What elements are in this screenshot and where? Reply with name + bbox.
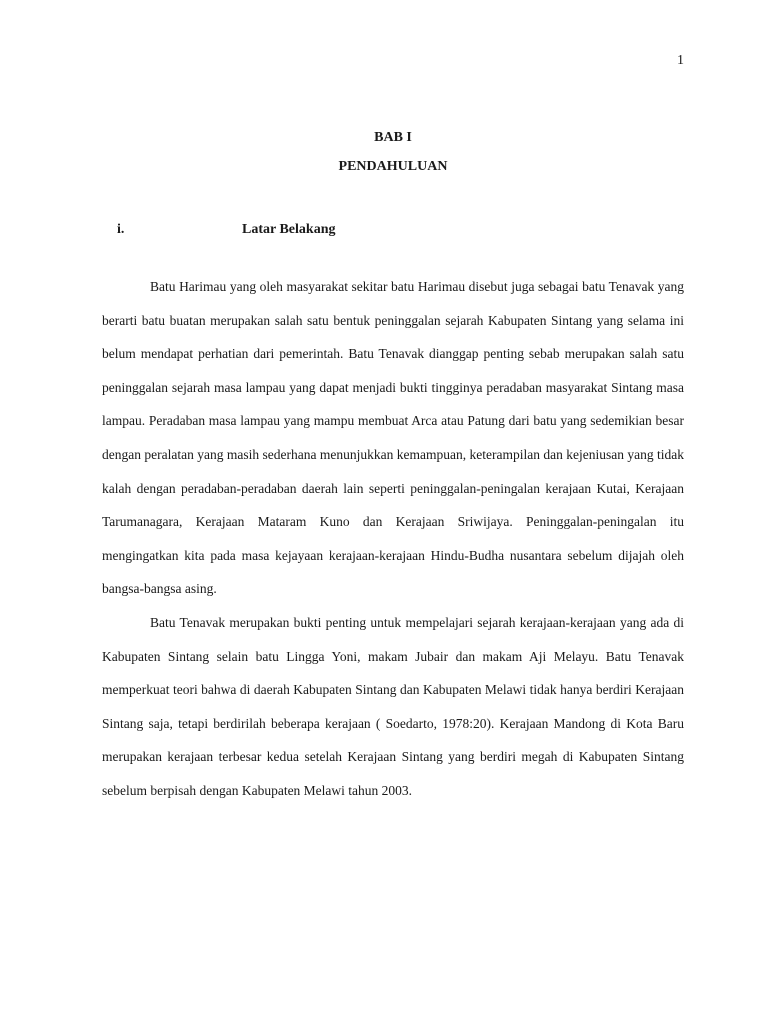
body-text <box>102 270 684 808</box>
section-title: Latar Belakang <box>242 222 336 237</box>
paragraph: Batu Tenavak merupakan bukti penting untuk mempelajari sejarah kerajaan-kerajaan yang ada di Kabupaten Sintang selain batu Lingga Yoni, makam Jubair dan makam Aji Melayu. Batu Tenavak memperkuat teori bahwa di daerah Kabupaten Sintang dan Kabupaten Melawi tidak hanya berdiri Kerajaan Sintang saja, tetapi berdirilah beberapa kerajaan ( Soedarto, 1978:20). Kerajaan Mandong di Kota Baru merupakan kerajaan terbesar kedua setelah Kerajaan Sintang yang berdiri megah di Kabupaten Sintang sebelum berpisah dengan Kabupaten Melawi tahun 2003. <box>102 614 684 798</box>
section-number: i. <box>117 222 125 237</box>
page-number: 1 <box>677 53 684 68</box>
section-heading <box>117 222 335 238</box>
paragraph: Batu Harimau yang oleh masyarakat sekitar batu Harimau disebut juga sebagai batu Tenavak yang berarti batu buatan merupakan salah satu bentuk peninggalan sejarah Kabupaten Sintang yang selama ini belum mendapat perhatian dari pemerintah. Batu Tenavak dianggap penting sebab merupakan salah satu peninggalan sejarah masa lampau yang dapat menjadi bukti tingginya peradaban masyarakat Sintang masa lampau. Peradaban masa lampau yang mampu membuat Arca atau Patung dari batu yang sedemikian besar dengan peralatan yang masih sederhana menunjukkan kemampuan, keterampilan dan kejeniusan yang tidak kalah dengan peradaban-peradaban daerah lain seperti peninggalan-peningalan kerajaan Kutai, Kerajaan Tarumanagara, Kerajaan Mataram Kuno dan Kerajaan Sriwijaya. Peninggalan-peningalan itu mengingatkan kita pada masa kejayaan kerajaan-kerajaan Hindu-Budha nusantara sebelum dijajah oleh bangsa-bangsa asing. <box>102 279 684 597</box>
chapter-heading <box>0 123 768 181</box>
chapter-label: BAB I <box>374 130 412 145</box>
chapter-title: PENDAHULUAN <box>338 159 448 174</box>
